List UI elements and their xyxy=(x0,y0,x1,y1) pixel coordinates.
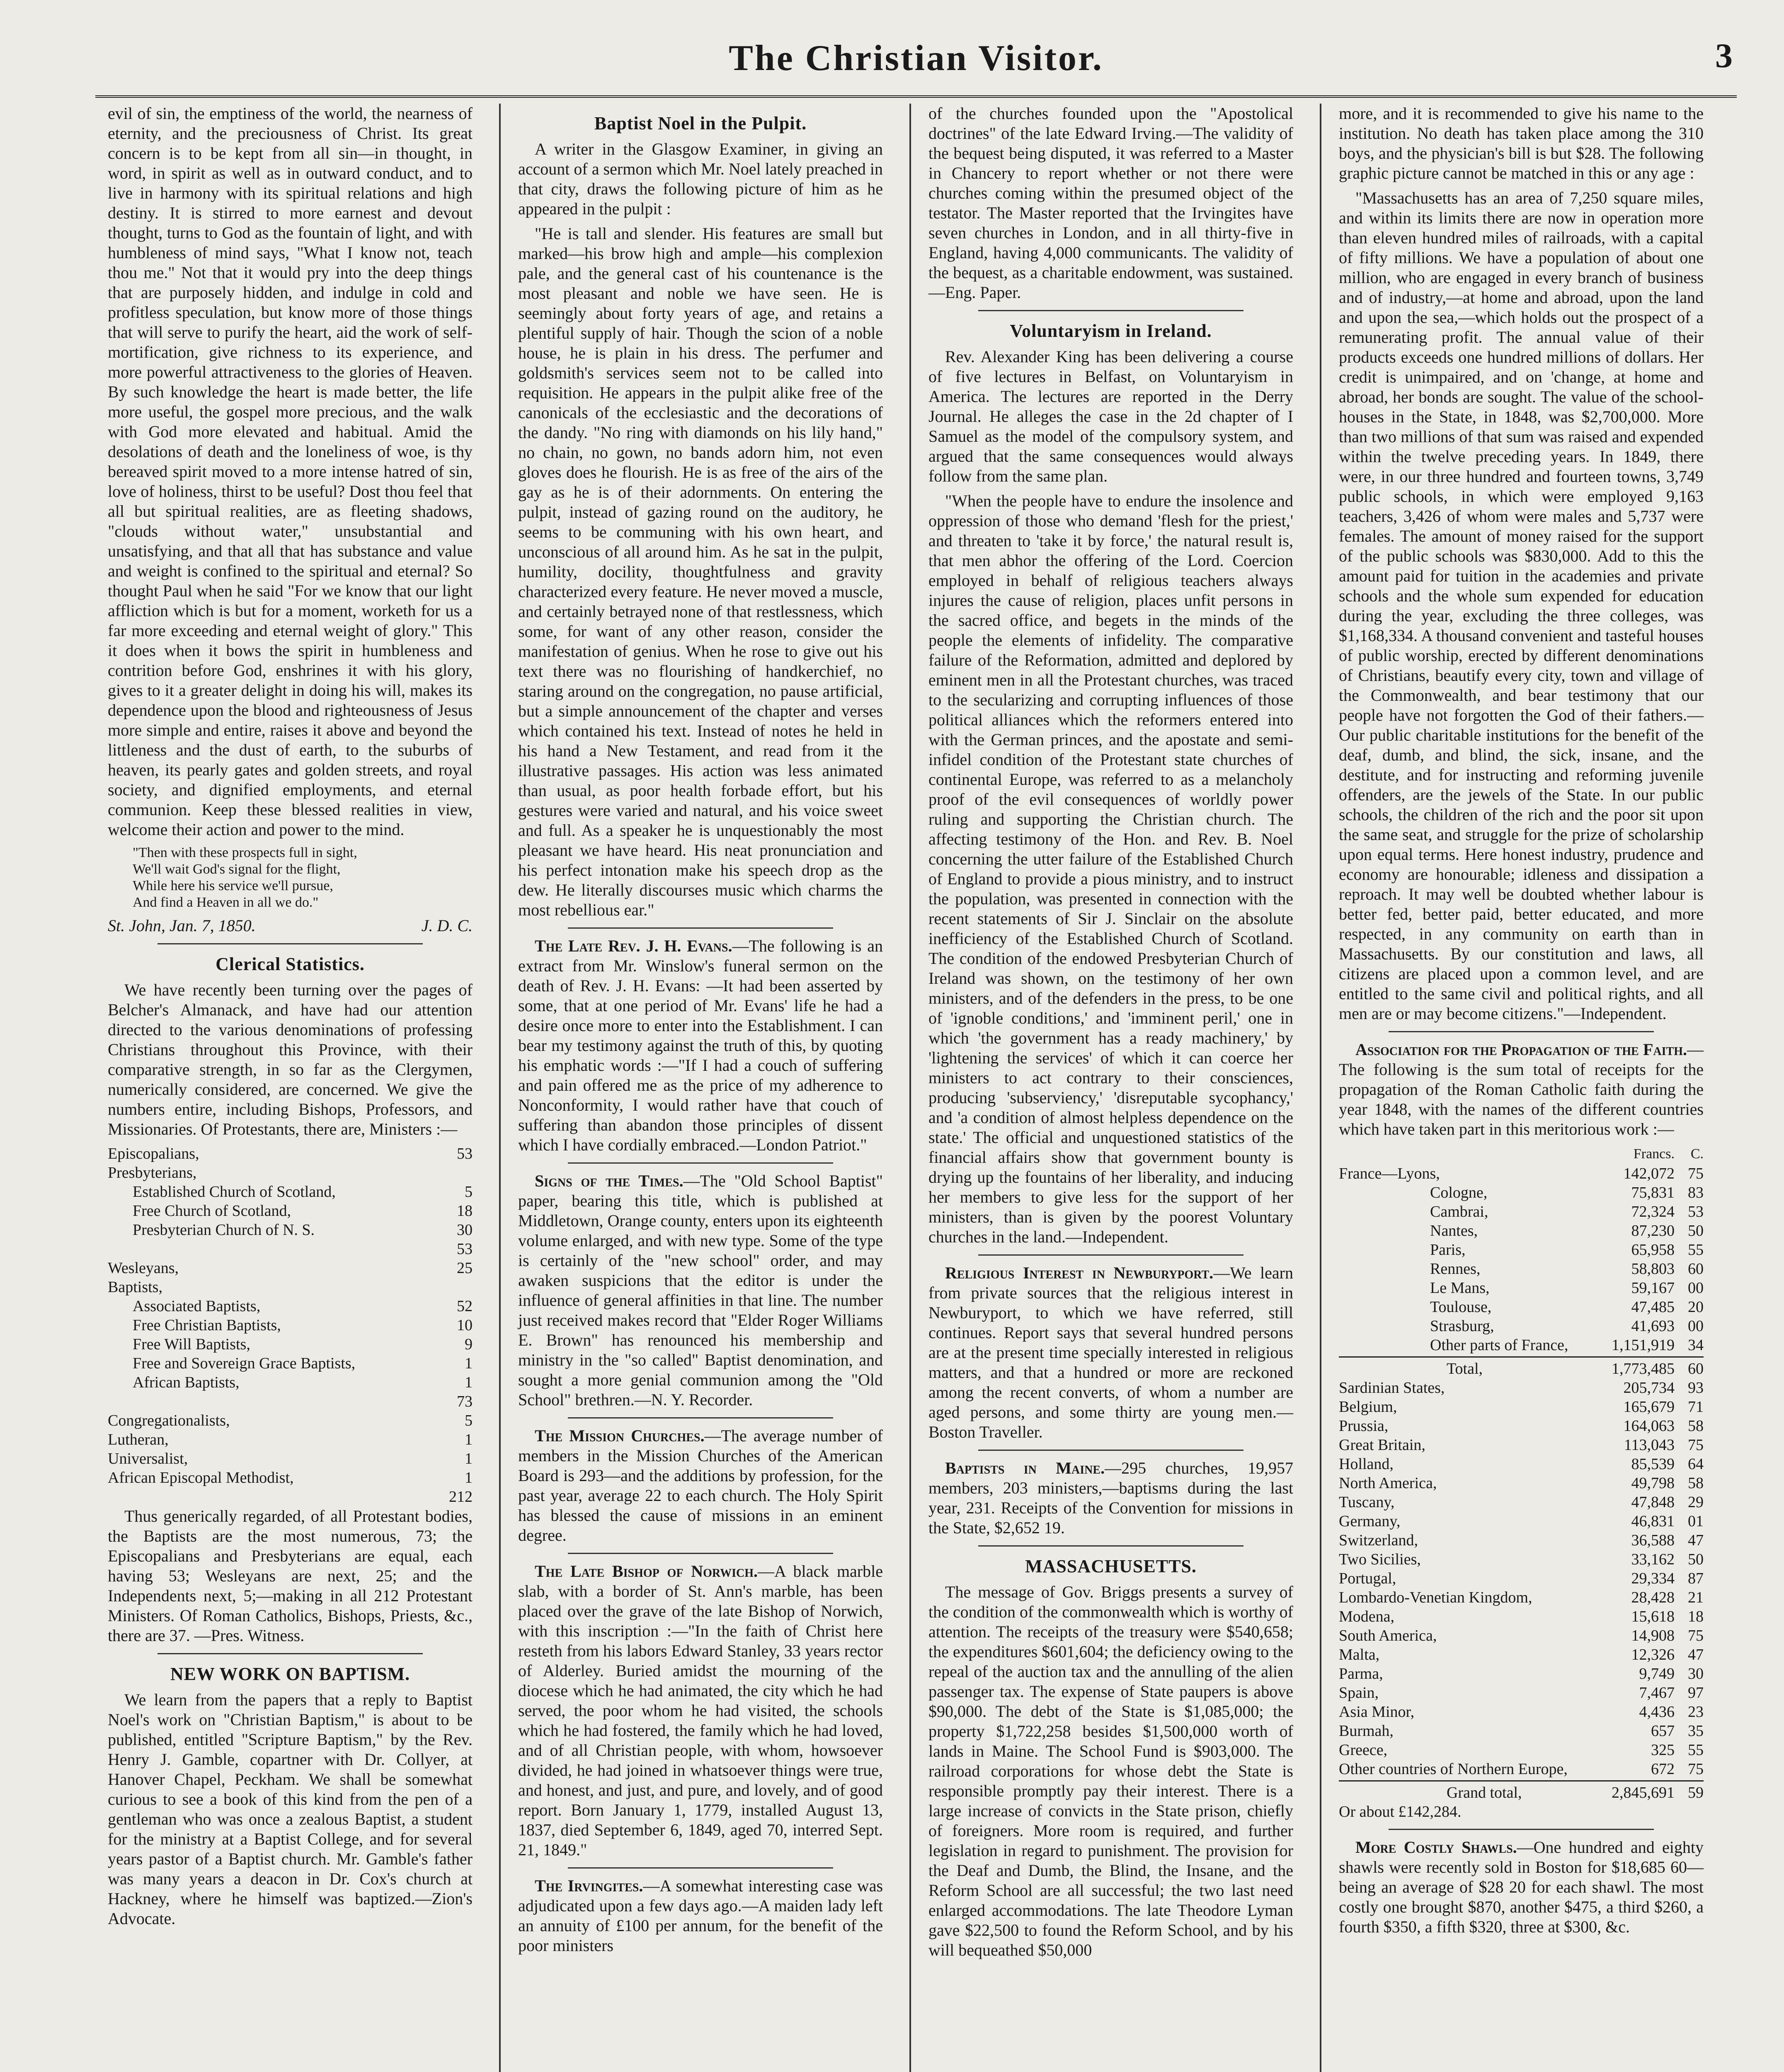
faith-cents: 01 xyxy=(1688,1513,1704,1530)
norwich-lead: The Late Bishop of Norwich. xyxy=(535,1562,758,1581)
grand-total-francs: 2,845,691 xyxy=(1612,1784,1675,1801)
total-francs: 1,773,485 xyxy=(1612,1360,1675,1377)
clerical-denomination: Free Church of Scotland, xyxy=(133,1202,291,1220)
column-2 xyxy=(510,104,891,2072)
faith-francs: 46,831 xyxy=(1631,1513,1675,1530)
faith-country: Le Mans, xyxy=(1430,1279,1490,1297)
clerical-denomination: Associated Baptists, xyxy=(133,1297,261,1315)
clerical-count: 25 xyxy=(457,1259,473,1277)
clerical-row xyxy=(108,1449,473,1468)
faith-cents: 29 xyxy=(1688,1493,1704,1511)
faith-country: Sardinian States, xyxy=(1339,1379,1445,1397)
faith-cents: 00 xyxy=(1688,1279,1704,1297)
article-continued-text: evil of sin, the emptiness of the world, the nearness of eternity, and the preciousness of Christ. Its great concern is to be kept from all sin—in thought, in word, in spirit as well as in outward conduct, and to live in harmony with its spiritual relations and high destiny. It is stirred to more earnest and devout thought, turns to God as the fountain of light, and with humbleness of mind says, "What I know not, teach thou me." Not that it would pry into the deep things that are purposely hidden, and indulge in cold and profitless speculation, but know more of those things that will serve to purify the heart, aid the work of self-mortification, give richness to its experience, and more powerful attractiveness to the glories of Heaven. By such knowledge the heart is made better, the life more useful, the gospel more precious, and the walk with God more elevated and habitual. Amid the desolations of death and the loneliness of woe, is thy bereaved spirit moved to a more intense hatred of sin, love of holiness, thirst to be useful? Dost thou feel that all but spiritual realities, are as fleeting shadows, "clouds without water," unsubstantial and unsatisfying, and that all that has substance and value and weight is confined to the spiritual and eternal? So thought Paul when he said "For we know that our light affliction which is but for a moment, worketh for us a far more exceeding and eternal weight of glory." This it does when it bows the spirit in humbleness and contrition before God, enshrines it with his glory, gives to it a greater delight in doing his will, makes its dependence upon the blood and righteousness of Jesus more simple and entire, raises it above and beyond the littleness and the dust of earth, to the suburbs of heaven, its pearly gates and golden streets, and royal society, and dignified employments, and eternal communion. Keep these blessed realities in view, welcome their action and power to the mind. xyxy=(108,104,473,839)
faith-francs: 4,436 xyxy=(1639,1703,1675,1721)
section-rule xyxy=(1389,1829,1654,1830)
faith-row xyxy=(1339,1493,1704,1512)
faith-cents: 50 xyxy=(1688,1222,1704,1239)
clerical-denomination: Episcopalians, xyxy=(108,1145,199,1162)
faith-row xyxy=(1339,1455,1704,1474)
faith-francs: 47,485 xyxy=(1631,1298,1675,1316)
section-rule xyxy=(158,1653,423,1654)
section-rule xyxy=(568,1553,833,1554)
faith-table-france xyxy=(1339,1164,1704,1355)
faith-country: Cambrai, xyxy=(1430,1203,1488,1220)
faith-francs: 165,679 xyxy=(1623,1398,1675,1416)
faith-row xyxy=(1339,1702,1704,1721)
faith-francs: 29,334 xyxy=(1631,1570,1675,1587)
clerical-row xyxy=(108,1220,473,1239)
faith-cents: 58 xyxy=(1688,1417,1704,1435)
faith-francs: 28,428 xyxy=(1631,1589,1675,1606)
faith-row xyxy=(1339,1664,1704,1683)
clerical-count: 30 xyxy=(457,1221,473,1239)
clerical-denomination: Universalist, xyxy=(108,1450,188,1467)
faith-francs: 36,588 xyxy=(1631,1532,1675,1549)
missions-lead: The Mission Churches. xyxy=(535,1426,705,1445)
clerical-denomination: Wesleyans, xyxy=(108,1259,179,1277)
missions-body: —The average number of members in the Mission Churches of the American Board is 293—and the additions by profession, for the past year, average 22 to each church. The Holy Spirit has blessed the cause of missions in an eminent degree. xyxy=(518,1426,883,1544)
clerical-row xyxy=(108,1182,473,1201)
clerical-row xyxy=(108,1278,473,1297)
clerical-statistics-table xyxy=(108,1144,473,1506)
clerical-count: 10 xyxy=(457,1317,473,1334)
massachusetts-heading: MASSACHUSETTS. xyxy=(1025,1556,1197,1576)
section-rule xyxy=(978,1254,1243,1256)
faith-row xyxy=(1339,1297,1704,1317)
signs-lead: Signs of the Times. xyxy=(535,1172,684,1190)
faith-row xyxy=(1339,1259,1704,1278)
faith-row xyxy=(1339,1435,1704,1455)
faith-country: Nantes, xyxy=(1430,1222,1478,1239)
faith-row xyxy=(1339,1397,1704,1416)
clerical-count: 1 xyxy=(465,1374,473,1391)
clerical-count xyxy=(435,1163,473,1182)
poem xyxy=(108,845,473,911)
sum-rule xyxy=(1339,1356,1704,1358)
faith-cents: 47 xyxy=(1688,1532,1704,1549)
signoff xyxy=(108,916,473,936)
faith-row xyxy=(1339,1607,1704,1626)
faith-francs: 672 xyxy=(1651,1760,1675,1778)
massachusetts-continued: more, and it is recommended to give his name to the institution. No death has taken place among the 310 boys, and the physician's bill is but $28. The following graphic picture cannot be matched in this or any age : xyxy=(1339,104,1704,182)
faith-row xyxy=(1339,1550,1704,1569)
faith-cents: 97 xyxy=(1688,1684,1704,1702)
faith-body: —The following is the sum total of receipts for the propagation of the Roman Catholic faith during the year 1848, with the names of the different countries which have taken part in this meritorious work :— xyxy=(1339,1040,1704,1138)
faith-francs: 41,693 xyxy=(1631,1317,1675,1335)
faith-row xyxy=(1339,1588,1704,1607)
faith-francs: 47,848 xyxy=(1631,1493,1675,1511)
faith-francs: 164,063 xyxy=(1623,1417,1675,1435)
shawls-lead: More Costly Shawls. xyxy=(1355,1838,1517,1857)
faith-francs: 9,749 xyxy=(1639,1665,1675,1682)
faith-country: Greece, xyxy=(1339,1741,1388,1759)
massachusetts-article: The message of Gov. Briggs presents a survey of the condition of the commonwealth which is worthy of attention. The receipts of the treasury were $540,658; the expenditures $601,604; the deficiency owing to the repeal of the auction tax and the annulling of the alien passenger tax. The expense of State paupers is above $90,000. The debt of the State is $1,085,000; the property $1,722,258 besides $1,500,000 worth of lands in Maine. The School Fund is $903,000. The railroad corporations for whose debt the State is responsible promptly pay their interest. There is a large increase of convicts in the State prison, chiefly of foreigners. More room is required, and further legislation in regard to punishment. The provision for the Deaf and Dumb, the Blind, the Insane, and the Reform School are all successful; the two last need enlarged accommodations. The late Theodore Lyman gave $22,500 to found the Reform School, and by his will bequeathed $50,000 xyxy=(928,1583,1293,1959)
faith-total-row xyxy=(1339,1359,1704,1378)
faith-row xyxy=(1339,1183,1704,1202)
baptism-heading: NEW WORK ON BAPTISM. xyxy=(170,1664,410,1684)
evans-lead: The Late Rev. J. H. Evans. xyxy=(535,937,732,955)
newburyport-lead: Religious Interest in Newburyport. xyxy=(945,1264,1214,1282)
grand-total-cents: 59 xyxy=(1688,1784,1704,1801)
faith-cents: 75 xyxy=(1688,1627,1704,1644)
faith-about-row xyxy=(1339,1802,1704,1821)
faith-cents: 21 xyxy=(1688,1589,1704,1606)
clerical-denomination: Established Church of Scotland, xyxy=(133,1183,336,1201)
faith-row xyxy=(1339,1512,1704,1531)
faith-cents: 20 xyxy=(1688,1298,1704,1316)
faith-country: Cologne, xyxy=(1430,1184,1488,1201)
faith-francs: 75,831 xyxy=(1631,1184,1675,1201)
clerical-count: 212 xyxy=(449,1488,473,1506)
faith-grand-total-row xyxy=(1339,1783,1704,1802)
clerical-denomination: African Episcopal Methodist, xyxy=(108,1469,294,1486)
clerical-row xyxy=(108,1144,473,1163)
faith-country: Holland, xyxy=(1339,1455,1394,1473)
faith-country: Belgium, xyxy=(1339,1398,1397,1416)
faith-row xyxy=(1339,1760,1704,1779)
masthead xyxy=(95,25,1737,98)
faith-francs: 142,072 xyxy=(1623,1165,1675,1182)
clerical-count: 52 xyxy=(457,1297,473,1315)
faith-country: Malta, xyxy=(1339,1646,1380,1663)
irvingites-continued: of the churches founded upon the "Apostolical doctrines" of the late Edward Irving.—The validity of the bequest being disputed, it was referred to a Master in Chancery to report whether or not there were churches coming within the presumed object of the testator. The Master reported that the Irvingites have seven churches in London, and in all thirty-five in England, having 4,000 communicants. The validity of the bequest, as a charitable endowment, was sustained.—Eng. Paper. xyxy=(928,104,1293,302)
clerical-denomination: Free Christian Baptists, xyxy=(133,1317,281,1334)
faith-country: Burmah, xyxy=(1339,1722,1394,1740)
faith-francs: 325 xyxy=(1651,1741,1675,1759)
faith-row xyxy=(1339,1531,1704,1550)
faith-francs: 12,326 xyxy=(1631,1646,1675,1663)
clerical-denomination: Congregationalists, xyxy=(108,1412,230,1429)
evans-body: —The following is an extract from Mr. Winslow's funeral sermon on the death of Rev. J. H. Evans: —It had been asserted by some, that at one period of Mr. Evans' life he had a desire once more to enter into the Establishment. I can bear my testimony against the truth of this, by quoting his emphatic words :—"If I had a couch of suffering and pain offered me as the price of my adherence to Nonconformity, I would rather have that couch of suffering than abandon those principles of dissent which I have cordially embraced.—London Patriot." xyxy=(518,937,883,1154)
clerical-row xyxy=(108,1468,473,1487)
ireland-heading: Voluntaryism in Ireland. xyxy=(1010,321,1212,341)
faith-country: South America, xyxy=(1339,1627,1437,1644)
faith-country: Switzerland, xyxy=(1339,1532,1418,1549)
baptism-article: We learn from the papers that a reply to Baptist Noel's work on "Christian Baptism," is about to be published, entitled "Scripture Baptism," by the Rev. Henry J. Gamble, copartner with Dr. Collyer, at Hanover Chapel, Peckham. We shall be somewhat curious to see a book of this kind from the pen of a gentleman who was once a zealous Baptist, a student for the ministry at a Baptist College, and for several years pastor of a Baptist church. Mr. Gamble's father was many years a deacon in Dr. Cox's church at Hackney, where he himself was baptized.—Zion's Advocate. xyxy=(108,1690,473,1928)
maine-article xyxy=(928,1458,1293,1538)
faith-cents: 75 xyxy=(1688,1436,1704,1454)
faith-cents: 34 xyxy=(1688,1336,1704,1354)
section-rule xyxy=(568,927,833,929)
clerical-row xyxy=(108,1259,473,1278)
clerical-count: 1 xyxy=(465,1450,473,1467)
clerical-count: 5 xyxy=(465,1183,473,1201)
clerical-count: 73 xyxy=(457,1393,473,1410)
section-rule xyxy=(568,1162,833,1164)
clerical-count: 9 xyxy=(465,1336,473,1353)
faith-row xyxy=(1339,1626,1704,1645)
faith-country: Modena, xyxy=(1339,1608,1395,1625)
clerical-count: 18 xyxy=(457,1202,473,1220)
faith-cents: 87 xyxy=(1688,1570,1704,1587)
faith-row xyxy=(1339,1740,1704,1760)
faith-francs: 49,798 xyxy=(1631,1474,1675,1492)
faith-cents: 35 xyxy=(1688,1722,1704,1740)
faith-cents: 71 xyxy=(1688,1398,1704,1416)
faith-cents: 30 xyxy=(1688,1665,1704,1682)
column-4 xyxy=(1331,104,1712,2072)
section-rule xyxy=(1389,1031,1654,1032)
clerical-count: 53 xyxy=(457,1240,473,1258)
faith-country: Other parts of France, xyxy=(1430,1336,1568,1354)
faith-cents: 58 xyxy=(1688,1474,1704,1492)
faith-country: North America, xyxy=(1339,1474,1437,1492)
column-1 xyxy=(99,104,481,2072)
column-divider xyxy=(499,104,501,2072)
faith-francs: 1,151,919 xyxy=(1612,1336,1675,1354)
poem-line: "Then with these prospects full in sight, xyxy=(133,845,357,860)
noel-description: "He is tall and slender. His features are small but marked—his brow high and ample—his complexion pale, and the general cast of his countenance is the most pleasant and noble we have seen. He is seemingly about forty years of age, and retains a plentiful supply of hair. Though the scion of a noble house, he is plain in his dress. The perfumer and goldsmith's services seem not to be called into requisition. He appears in the pulpit alike free of the canonicals of the ecclesiastic and the decorations of the dandy. "No ring with diamonds on his lily hand," no chain, no gown, no bands adorn him, not even gloves does he flourish. He is as free of the airs of the gay as he is of their adornments. On entering the pulpit, instead of gazing round on the auditory, he seems to be communing with his own heart, and unconscious of all around him. As he sat in the pulpit, humility, docility, thoughtfulness and gravity characterized every feature. He never moved a muscle, and certainly betrayed none of that restlessness, which some, for want of any other reason, consider the manifestation of genius. When he rose to give out his text there was no flourishing of handkerchief, no staring around on the congregation, no pause artificial, but a simple announcement of the chapter and verses which contained his text. Instead of notes he held in his hand a New Testament, and read from it the illustrative passages. His action was less animated than usual, as poor health forbade effort, but his gestures were varied and natural, and his voice sweet and full. As a speaker he is unquestionably the most pleasant we have heard. His neat pronunciation and his perfect intonation make his speech drop as the dew. He literally discourses music which charms the most rebellious ear." xyxy=(518,224,883,919)
faith-cents: 55 xyxy=(1688,1241,1704,1259)
noel-intro: A writer in the Glasgow Examiner, in giving an account of a sermon which Mr. Noel lately preached in that city, draws the following picture of him as he appeared in the pulpit : xyxy=(518,140,883,218)
clerical-count xyxy=(435,1278,473,1297)
clerical-denomination: Presbyterians, xyxy=(108,1164,197,1181)
section-rule xyxy=(568,1417,833,1418)
shawls-article xyxy=(1339,1837,1704,1937)
faith-francs: 15,618 xyxy=(1631,1608,1675,1625)
newburyport-article xyxy=(928,1263,1293,1442)
signoff-place-date: St. John, Jan. 7, 1850. xyxy=(108,916,256,935)
grand-total-label: Grand total, xyxy=(1447,1784,1522,1801)
clerical-count: 53 xyxy=(457,1145,473,1162)
faith-cents: 00 xyxy=(1688,1317,1704,1335)
faith-country: Other countries of Northern Europe, xyxy=(1339,1760,1568,1778)
faith-cents: 53 xyxy=(1688,1203,1704,1220)
faith-country: Rennes, xyxy=(1430,1260,1481,1278)
section-rule xyxy=(568,1867,833,1869)
faith-cents: 23 xyxy=(1688,1703,1704,1721)
clerical-row xyxy=(108,1163,473,1182)
faith-row xyxy=(1339,1721,1704,1740)
faith-francs: 58,803 xyxy=(1631,1260,1675,1278)
faith-cents: 47 xyxy=(1688,1646,1704,1663)
clerical-statistics-conclusion: Thus generically regarded, of all Protestant bodies, the Baptists are the most numerous, 73; the Episcopalians and Presbyterians are equal, each having 53; Wesleyans are next, 25; and the Independents next, 5;—making in all 212 Protestant Ministers. Of Roman Catholics, Bishops, Priests, &c., there are 37. —Pres. Witness. xyxy=(108,1507,473,1645)
faith-francs: 657 xyxy=(1651,1722,1675,1740)
faith-francs: 59,167 xyxy=(1631,1279,1675,1297)
faith-country: Portugal, xyxy=(1339,1570,1396,1587)
faith-lead: Association for the Propagation of the Faith. xyxy=(1355,1040,1687,1059)
column-divider xyxy=(1320,104,1321,2072)
faith-country: Spain, xyxy=(1339,1684,1379,1702)
faith-row xyxy=(1339,1645,1704,1664)
clerical-row xyxy=(108,1373,473,1392)
clerical-row xyxy=(108,1201,473,1220)
faith-cents: 75 xyxy=(1688,1165,1704,1182)
faith-table-header xyxy=(1339,1144,1704,1164)
section-rule xyxy=(978,1450,1243,1451)
faith-row xyxy=(1339,1416,1704,1435)
poem-line: While here his service we'll pursue, xyxy=(133,878,333,893)
column-3 xyxy=(920,104,1302,2072)
faith-row xyxy=(1339,1336,1704,1355)
faith-francs: 7,467 xyxy=(1639,1684,1675,1702)
faith-country: Lombardo-Venetian Kingdom, xyxy=(1339,1589,1532,1606)
page-number: 3 xyxy=(1715,36,1733,75)
faith-table-other xyxy=(1339,1378,1704,1779)
faith-row xyxy=(1339,1569,1704,1588)
newburyport-body: —We learn from private sources that the religious interest in Newburyport, to which we have referred, still continues. Report says that several hundred persons are at the present time specially interested in religious matters, and that a hundred or more are reckoned among the recent converts, of whom a number are aged persons, and some thirty are young men.—Boston Traveller. xyxy=(928,1264,1293,1441)
clerical-denomination: Free Will Baptists, xyxy=(133,1336,250,1353)
clerical-count: 1 xyxy=(465,1355,473,1372)
faith-country: Tuscany, xyxy=(1339,1493,1395,1511)
faith-country: Parma, xyxy=(1339,1665,1383,1682)
clerical-denomination: Presbyterian Church of N. S. xyxy=(133,1221,315,1239)
clerical-row xyxy=(108,1354,473,1373)
maine-lead: Baptists in Maine. xyxy=(945,1459,1105,1477)
clerical-statistics-heading: Clerical Statistics. xyxy=(216,954,365,974)
evans-article xyxy=(518,936,883,1155)
faith-francs: 113,043 xyxy=(1624,1436,1675,1454)
sum-rule xyxy=(1339,1780,1704,1782)
column-divider xyxy=(909,104,911,2072)
clerical-denomination: Free and Sovereign Grace Baptists, xyxy=(133,1355,356,1372)
signs-article xyxy=(518,1171,883,1410)
faith-country: Paris, xyxy=(1430,1241,1466,1259)
faith-country: Germany, xyxy=(1339,1513,1401,1530)
cents-header: C. xyxy=(1690,1146,1704,1162)
clerical-row xyxy=(108,1335,473,1354)
clerical-denomination: Lutheran, xyxy=(108,1431,169,1448)
faith-country: Strasburg, xyxy=(1430,1317,1494,1335)
faith-cents: 50 xyxy=(1688,1551,1704,1568)
clerical-row xyxy=(108,1297,473,1316)
newspaper-title: The Christian Visitor. xyxy=(729,38,1103,78)
clerical-count: 1 xyxy=(465,1469,473,1486)
missions-article xyxy=(518,1426,883,1545)
irvingites-body: —A somewhat interesting case was adjudicated upon a few days ago.—A maiden lady left an annuity of £100 per annum, for the benefit of the poor ministers xyxy=(518,1876,883,1955)
faith-country: Asia Minor, xyxy=(1339,1703,1415,1721)
signs-body: —The "Old School Baptist" paper, bearing this title, which is published at Middletown, Orange county, enters upon its eighteenth volume enlarged, and with new type. Some of the type is certainly of the "new school" order, and may awaken suspicions that the editor is under the influence of general affinities in that line. The number just received makes record that "Elder Roger Williams E. Brown" has renounced his membership and ministry in the "so called" Baptist denomination, and sought a more genial communion among the "Old School" brethren.—N. Y. Recorder. xyxy=(518,1172,883,1409)
section-rule xyxy=(158,943,423,944)
faith-cents: 75 xyxy=(1688,1760,1704,1778)
faith-country: Toulouse, xyxy=(1430,1298,1492,1316)
clerical-row xyxy=(108,1316,473,1335)
faith-row xyxy=(1339,1683,1704,1702)
total-cents: 60 xyxy=(1688,1360,1704,1377)
total-label: Total, xyxy=(1447,1360,1483,1377)
irvingites-lead: The Irvingites. xyxy=(535,1876,643,1895)
faith-francs: 205,734 xyxy=(1623,1379,1675,1397)
faith-row xyxy=(1339,1378,1704,1397)
faith-cents: 55 xyxy=(1688,1741,1704,1759)
faith-francs: 14,908 xyxy=(1631,1627,1675,1644)
section-rule xyxy=(978,310,1243,311)
ireland-intro: Rev. Alexander King has been delivering a course of five lectures in Belfast, on Voluntaryism in America. The lectures are reported in the Derry Journal. He alleges the case in the 2d chapter of I Samuel as the model of the compulsory system, and argued that the same consequences would always follow from the same plan. xyxy=(928,347,1293,485)
norwich-body: —A black marble slab, with a border of St. Ann's marble, has been placed over the grave of the late Bishop of Norwich, with this inscription :—"In the faith of Christ here resteth from his labors Edward Stanley, 33 years rector of Alderley. Buried amidst the mourning of the diocese which he had animated, the city which he had served, the poor whom he had visited, the schools which he had fostered, the family which he had loved, and of all Christian people, with whom, howsoever divided, he had joined in whatsoever things were true, and honest, and just, and pure, and lovely, and of good report. Born January 1, 1779, installed August 13, 1837, died September 6, 1849, aged 70, interred Sept. 21, 1849." xyxy=(518,1562,883,1859)
shawls-body: —One hundred and eighty shawls were recently sold in Boston for $18,685 60—being an average of $28 20 for each shawl. The most costly one brought $870, another $475, a third $260, a fourth $350, a fifth $320, three at $300, &c. xyxy=(1339,1838,1704,1936)
ireland-quote: "When the people have to endure the insolence and oppression of those who demand 'flesh for the priest,' and threaten to 'take it by force,' the natural result is, that men abhor the offering of the Lord. Coercion employed in behalf of religious teachers always injures the cause of religion, places unfit persons in the sacred office, and begets in the minds of the people the elements of infidelity. The comparative failure of the Reformation, admitted and deplored by eminent men in all the Protestant churches, was traced to the secularizing and corrupting influences of those political alliances which the reformers entered into with the German princes, and the apostate and semi-infidel condition of the Protestant state churches of continental Europe, was referred to as a melancholy proof of the evil consequences of worldly power ruling and supporting the Christian church. The affecting testimony of the Hon. and Rev. B. Noel concerning the utter failure of the Established Church of England to provide a pious ministry, and to instruct the population, was presented in connection with the recent statements of Sir J. Sinclair on the absolute inefficiency of the Established Church of Scotland. The condition of the endowed Presbyterian Church of Ireland was shown, on the testimony of her own ministers, and of the defenders in the press, to be one of 'ignoble conditions,' and 'imminent peril,' one in which 'the government has a ready machinery,' by 'lightening the services' of which it can coerce her ministers to act contrary to their consciences, producing 'subserviency,' 'disreputable sycophancy,' and 'a condition of almost helpless dependence on the state.' The official and unquestioned statistics of the financial affairs show that government bounty is drying up the fountains of her liberality, and inducing her members to give less for the support of her ministers, than is given by the poorest Voluntary churches in the land.—Independent. xyxy=(928,491,1293,1246)
faith-francs: 85,539 xyxy=(1631,1455,1675,1473)
faith-cents: 93 xyxy=(1688,1379,1704,1397)
poem-line: We'll wait God's signal for the flight, xyxy=(133,862,341,877)
signoff-initials: J. D. C. xyxy=(421,916,473,935)
faith-row xyxy=(1339,1164,1704,1183)
faith-country: Great Britain, xyxy=(1339,1436,1425,1454)
clerical-row xyxy=(108,1430,473,1449)
clerical-row xyxy=(108,1411,473,1430)
faith-cents: 60 xyxy=(1688,1260,1704,1278)
faith-francs: 87,230 xyxy=(1631,1222,1675,1239)
faith-cents: 18 xyxy=(1688,1608,1704,1625)
massachusetts-quote: "Massachusetts has an area of 7,250 square miles, and within its limits there are now in operation more than eleven hundred miles of railroads, with a capital of fifty millions. We have a population of about one million, who are engaged in every branch of business and of industry,—at home and abroad, upon the land and upon the sea,—which holds out the prospect of a remunerating profit. The annual value of their products exceeds one hundred millions of dollars. Her credit is unimpaired, and on 'change, at home and abroad, her bonds are sought. The value of the school-houses in the State, in 1848, was $2,700,000. More than two millions of that sum was raised and expended within the twelve preceding years. In 1849, there were, in our three hundred and fourteen towns, 3,749 public schools, in which were employed 9,163 teachers, 3,426 of whom were males and 5,737 were females. The amount of money raised for the support of the public schools was $830,000. Add to this the amount paid for tuition in the academies and private schools and the whole sum expended for education during the year, excluding the three colleges, was $1,168,334. A thousand convenient and tasteful houses of public worship, erected by different denominations of Christians, beautify every city, town and village of the Commonwealth, and bear testimony that our people have not forgotten the God of their fathers.—Our public charitable institutions for the benefit of the deaf, dumb, and blind, the sick, insane, and the destitute, and for instructing and reforming juvenile offenders, are the jewels of the State. In our public schools, the children of the rich and the poor sit upon the same seat, and struggle for the prize of scholarship upon equal terms. Here honest industry, prudence and economy are honourable; idleness and dissipation a reproach. It may well be doubted whether labour is better fed, better paid, better educated, and more respected, in any community on earth than in Massachusetts. By our constitution and laws, all citizens are placed upon a common level, and are entitled to the same civil and political rights, and all men are or may become citizens."—Independent. xyxy=(1339,189,1704,1023)
clerical-row xyxy=(108,1487,473,1506)
faith-francs: 33,162 xyxy=(1631,1551,1675,1568)
faith-country: France—Lyons, xyxy=(1339,1165,1440,1182)
poem-line: And find a Heaven in all we do." xyxy=(133,895,319,910)
about-sterling: Or about £142,284. xyxy=(1339,1803,1462,1820)
faith-francs: 72,324 xyxy=(1631,1203,1675,1220)
faith-row xyxy=(1339,1278,1704,1297)
clerical-count: 1 xyxy=(465,1431,473,1448)
faith-country: Prussia, xyxy=(1339,1417,1389,1435)
clerical-denomination: African Baptists, xyxy=(133,1374,240,1391)
faith-cents: 64 xyxy=(1688,1455,1704,1473)
clerical-statistics-intro: We have recently been turning over the pages of Belcher's Almanack, and have had our attention directed to the various denominations of professing Christians throughout this Province, with their comparative strength, in so far as the Clergymen, numerically considered, are concerned. We give the numbers entire, including Bishops, Professors, and Missionaries. Of Protestants, there are, Ministers :— xyxy=(108,980,473,1138)
clerical-row xyxy=(108,1239,473,1259)
section-rule xyxy=(978,1545,1243,1547)
clerical-row xyxy=(108,1392,473,1411)
faith-row xyxy=(1339,1240,1704,1259)
faith-article xyxy=(1339,1040,1704,1139)
francs-header: Francs. xyxy=(1633,1146,1675,1162)
faith-row xyxy=(1339,1474,1704,1493)
clerical-denomination: Baptists, xyxy=(108,1278,162,1296)
faith-row xyxy=(1339,1317,1704,1336)
faith-cents: 83 xyxy=(1688,1184,1704,1201)
clerical-count: 5 xyxy=(465,1412,473,1429)
norwich-article xyxy=(518,1561,883,1860)
noel-heading: Baptist Noel in the Pulpit. xyxy=(594,113,807,133)
maine-body: —295 churches, 19,957 members, 203 ministers,—baptisms during the last year, 231. Receipts of the Convention for missions in the State, $2,652 19. xyxy=(928,1459,1293,1537)
faith-row xyxy=(1339,1221,1704,1240)
faith-country: Two Sicilies, xyxy=(1339,1551,1421,1568)
irvingites-article xyxy=(518,1876,883,1956)
faith-row xyxy=(1339,1202,1704,1221)
faith-francs: 65,958 xyxy=(1631,1241,1675,1259)
